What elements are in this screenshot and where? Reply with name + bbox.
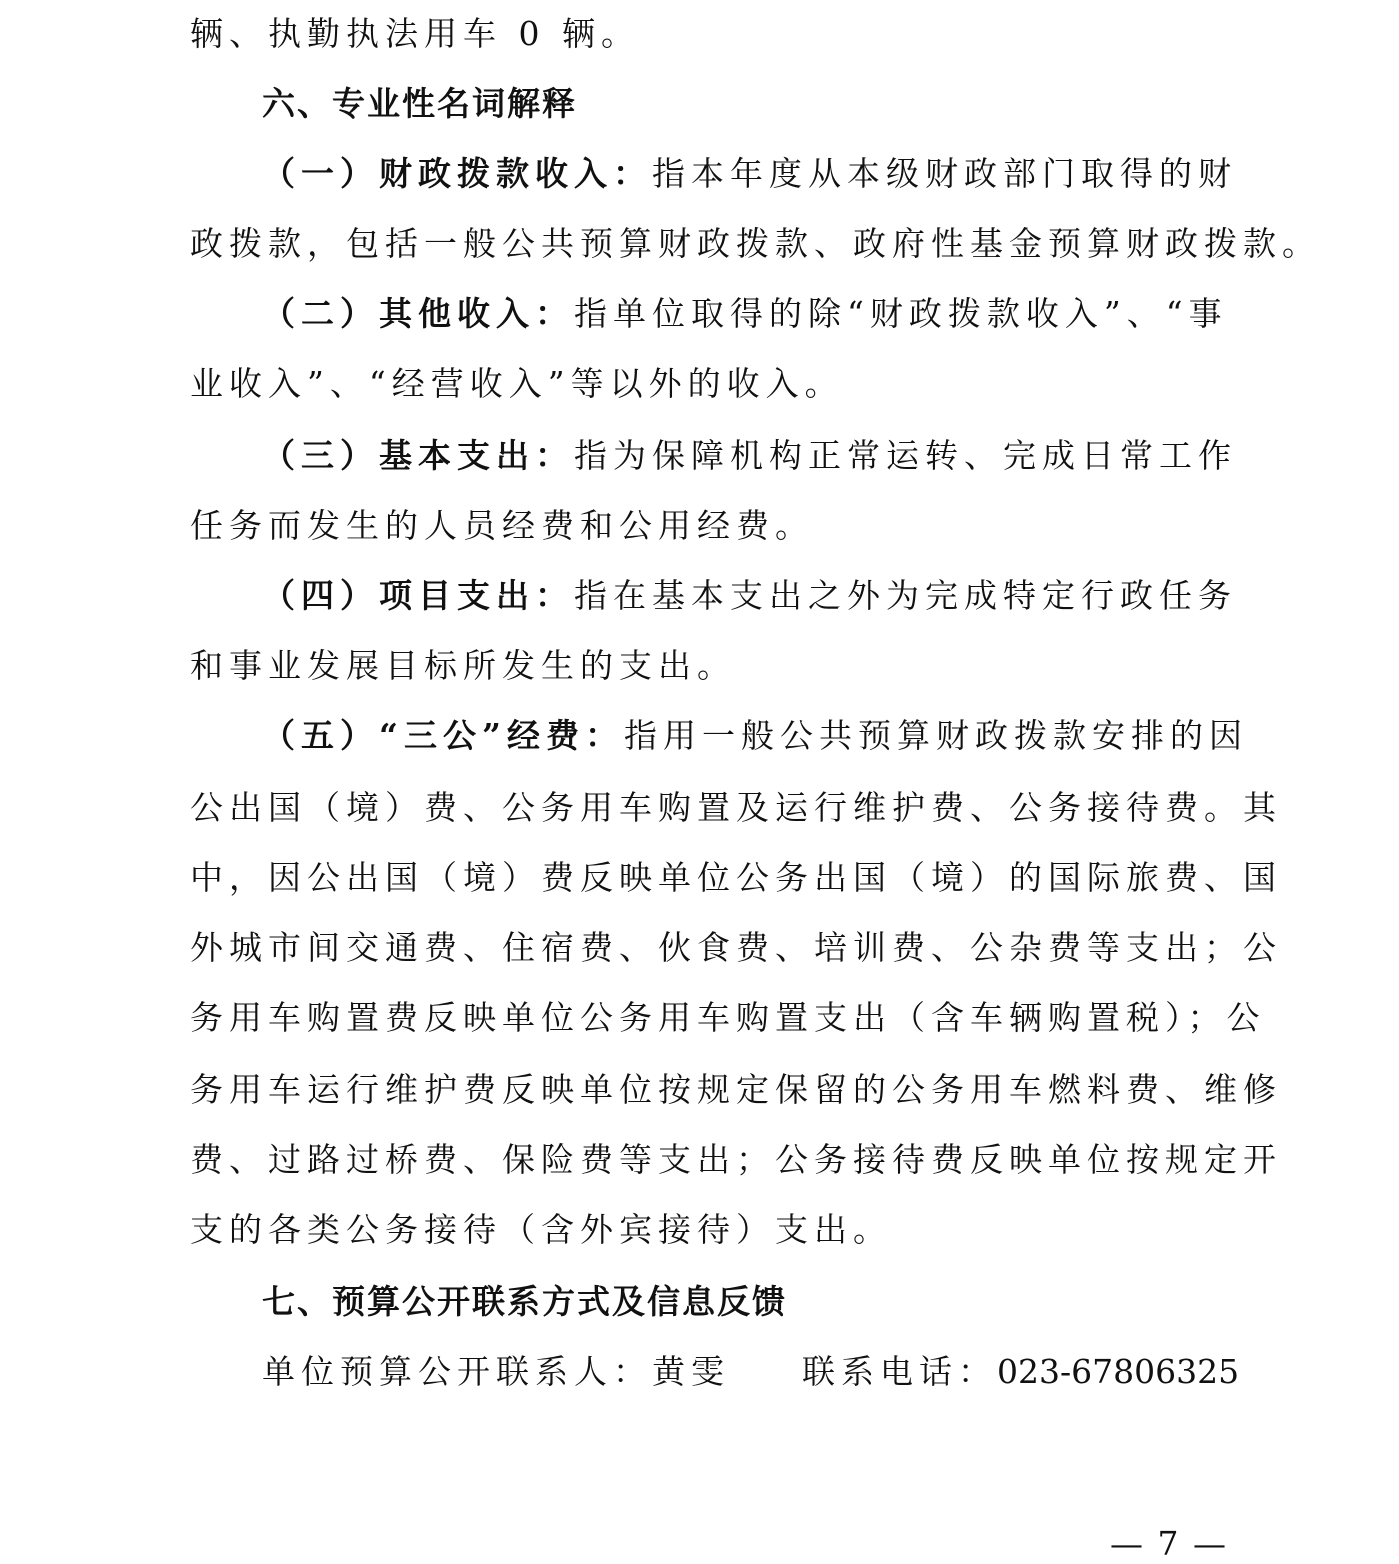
section-7-heading: 七、预算公开联系方式及信息反馈	[262, 1282, 787, 1321]
contact-name: 黄雯	[652, 1352, 730, 1391]
definition-5-line: 中，因公出国（境）费反映单位公务出国（境）的国际旅费、国	[190, 858, 1282, 897]
section-6-heading: 六、专业性名词解释	[262, 84, 577, 123]
definition-1-first-line	[262, 154, 1312, 194]
definition-4-line: 和事业发展目标所发生的支出。	[190, 646, 736, 685]
phone-number: 023-67806325	[997, 1352, 1240, 1391]
definition-5-line: 务用车运行维护费反映单位按规定保留的公务用车燃料费、维修	[190, 1070, 1282, 1109]
definition-4-term: （四）项目支出：	[262, 576, 574, 615]
contact-line	[262, 1352, 1312, 1392]
definition-1-term: （一）财政拨款收入：	[262, 154, 652, 193]
definition-5-line: 费、过路过桥费、保险费等支出；公务接待费反映单位按规定开	[190, 1140, 1282, 1179]
definition-1-line: 政拨款，包括一般公共预算财政拨款、政府性基金预算财政拨款。	[190, 224, 1321, 263]
definition-3-term: （三）基本支出：	[262, 436, 574, 475]
definition-3-first-line	[262, 436, 1312, 476]
definition-4-text: 指在基本支出之外为完成特定行政任务	[574, 576, 1237, 615]
page-number: — 7 —	[1110, 1524, 1228, 1563]
continuation-line: 辆、执勤执法用车 0 辆。	[190, 14, 640, 53]
definition-3-text: 指为保障机构正常运转、完成日常工作	[574, 436, 1237, 475]
definition-5-first-line	[262, 716, 1312, 756]
definition-4-first-line	[262, 576, 1312, 616]
definition-5-text: 指用一般公共预算财政拨款安排的因	[623, 716, 1248, 755]
definition-2-first-line	[262, 294, 1312, 334]
definition-5-term: （五）“三公”经费：	[262, 716, 624, 755]
contact-label: 单位预算公开联系人：	[262, 1352, 652, 1391]
definition-5-line: 务用车购置费反映单位公务用车购置支出（含车辆购置税）；公	[190, 998, 1266, 1037]
definition-2-text: 指单位取得的除“财政拨款收入”、“事	[574, 294, 1228, 333]
definition-3-line: 任务而发生的人员经费和公用经费。	[190, 506, 814, 545]
definition-1-text: 指本年度从本级财政部门取得的财	[652, 154, 1237, 193]
phone-label: 联系电话：	[802, 1352, 997, 1391]
definition-5-line: 支的各类公务接待（含外宾接待）支出。	[190, 1210, 892, 1249]
definition-5-line: 公出国（境）费、公务用车购置及运行维护费、公务接待费。其	[190, 788, 1282, 827]
definition-2-term: （二）其他收入：	[262, 294, 574, 333]
definition-5-line: 外城市间交通费、住宿费、伙食费、培训费、公杂费等支出；公	[190, 928, 1282, 967]
definition-2-line: 业收入”、“经营收入”等以外的收入。	[190, 364, 844, 403]
